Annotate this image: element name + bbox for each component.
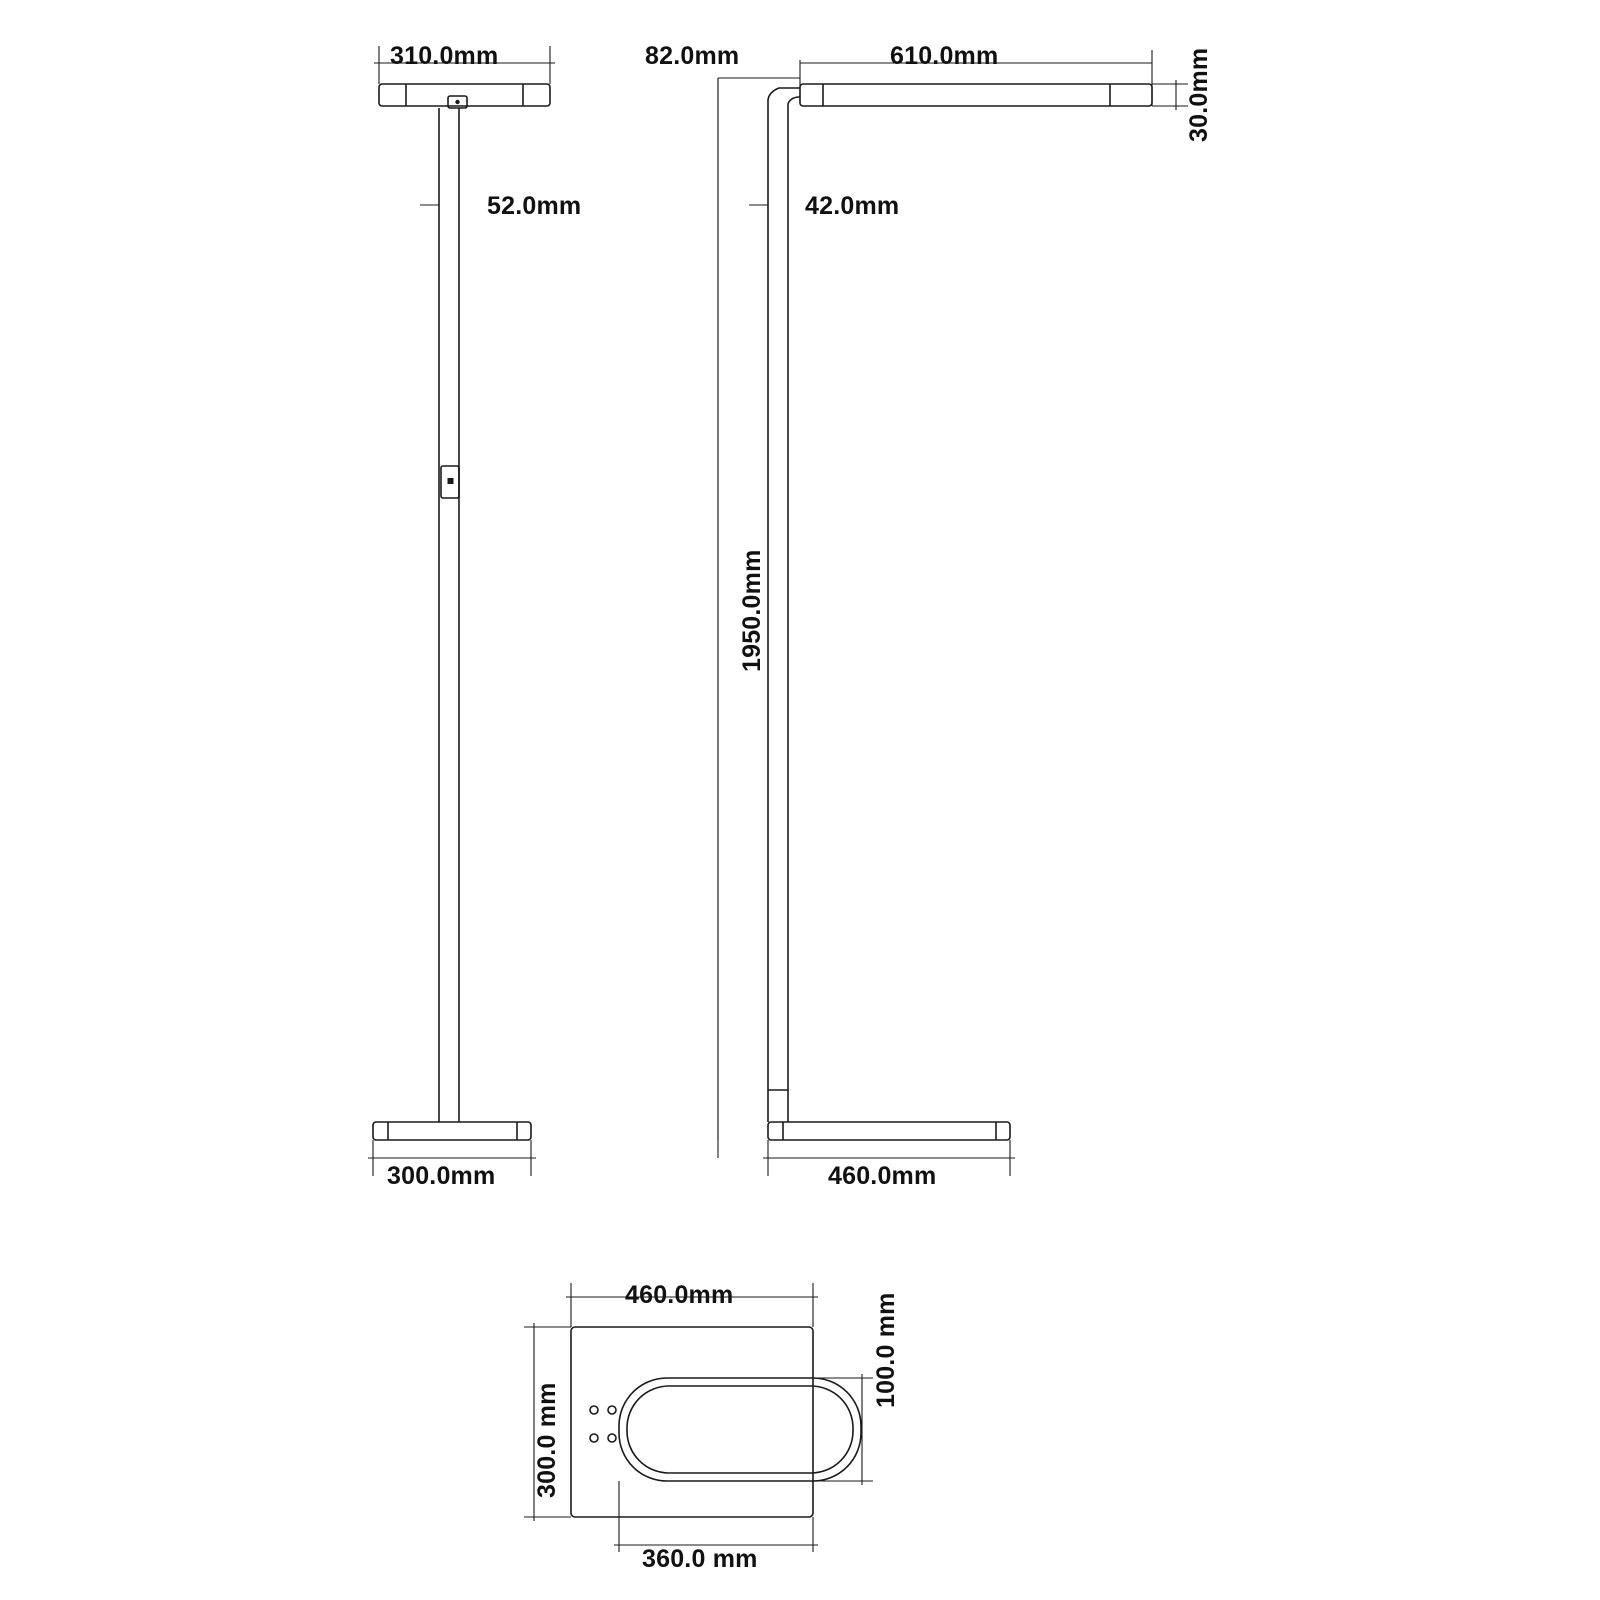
dim-head-thickness: 30.0mm (1185, 47, 1213, 142)
dim-pole-depth-side: 42.0mm (805, 192, 900, 220)
dim-head-top-length: 360.0 mm (642, 1545, 758, 1573)
dim-head-top-width: 100.0 mm (872, 1292, 900, 1408)
dim-base-depth-side: 460.0mm (828, 1162, 937, 1190)
front-view-geometry (373, 84, 550, 1140)
dim-head-rear-overhang: 82.0mm (645, 42, 740, 70)
dim-head-length-side: 610.0mm (890, 42, 999, 70)
dim-base-top-width: 300.0 mm (533, 1382, 561, 1498)
dim-pole-height-front: 52.0mm (487, 192, 582, 220)
top-view-geometry (571, 1327, 861, 1517)
dim-total-height: 1950.0mm (738, 549, 766, 672)
dim-base-width-front: 300.0mm (387, 1162, 496, 1190)
dim-head-width-front: 310.0mm (390, 42, 499, 70)
side-view-geometry (768, 84, 1152, 1140)
dim-base-top-length: 460.0mm (625, 1281, 734, 1309)
top-view-dimension-lines (524, 1283, 873, 1552)
